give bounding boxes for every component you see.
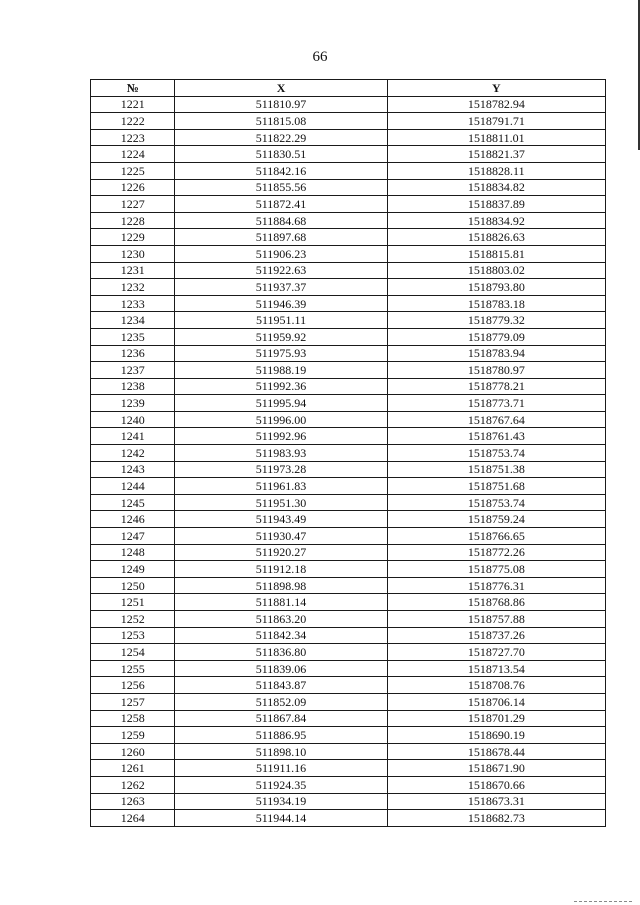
cell-number: 1226 [91, 179, 175, 196]
cell-y: 1518779.09 [387, 328, 605, 345]
cell-number: 1243 [91, 461, 175, 478]
table-row [91, 196, 606, 213]
cell-x: 511959.92 [175, 328, 387, 345]
cell-number: 1264 [91, 810, 175, 827]
table-row [91, 627, 606, 644]
cell-number: 1256 [91, 677, 175, 694]
table-row [91, 229, 606, 246]
cell-number: 1242 [91, 445, 175, 462]
cell-y: 1518753.74 [387, 494, 605, 511]
table-header-row [91, 80, 606, 97]
coordinates-table [90, 79, 606, 827]
cell-x: 511992.96 [175, 428, 387, 445]
table-row [91, 245, 606, 262]
cell-number: 1234 [91, 312, 175, 329]
cell-x: 511995.94 [175, 395, 387, 412]
table-row [91, 760, 606, 777]
cell-number: 1260 [91, 743, 175, 760]
cell-x: 511815.08 [175, 113, 387, 130]
cell-number: 1240 [91, 411, 175, 428]
cell-number: 1251 [91, 594, 175, 611]
cell-y: 1518773.71 [387, 395, 605, 412]
cell-x: 511842.34 [175, 627, 387, 644]
cell-y: 1518706.14 [387, 693, 605, 710]
cell-y: 1518767.64 [387, 411, 605, 428]
cell-x: 511839.06 [175, 660, 387, 677]
cell-number: 1245 [91, 494, 175, 511]
cell-y: 1518793.80 [387, 279, 605, 296]
cell-x: 511951.11 [175, 312, 387, 329]
cell-x: 511842.16 [175, 162, 387, 179]
table-row [91, 96, 606, 113]
cell-x: 511810.97 [175, 96, 387, 113]
cell-y: 1518727.70 [387, 644, 605, 661]
cell-y: 1518759.24 [387, 511, 605, 528]
table-row [91, 693, 606, 710]
cell-number: 1244 [91, 478, 175, 495]
cell-x: 511951.30 [175, 494, 387, 511]
cell-x: 511973.28 [175, 461, 387, 478]
cell-y: 1518766.65 [387, 528, 605, 545]
cell-x: 511872.41 [175, 196, 387, 213]
cell-number: 1232 [91, 279, 175, 296]
table-row [91, 710, 606, 727]
table-row [91, 328, 606, 345]
table-row [91, 212, 606, 229]
cell-number: 1230 [91, 245, 175, 262]
cell-number: 1257 [91, 693, 175, 710]
cell-x: 511898.10 [175, 743, 387, 760]
cell-number: 1252 [91, 611, 175, 628]
cell-number: 1228 [91, 212, 175, 229]
table-row [91, 345, 606, 362]
cell-y: 1518690.19 [387, 727, 605, 744]
cell-number: 1227 [91, 196, 175, 213]
cell-x: 511843.87 [175, 677, 387, 694]
cell-number: 1261 [91, 760, 175, 777]
cell-x: 511911.16 [175, 760, 387, 777]
cell-number: 1262 [91, 776, 175, 793]
cell-number: 1255 [91, 660, 175, 677]
table-row [91, 179, 606, 196]
table-row [91, 810, 606, 827]
cell-y: 1518780.97 [387, 362, 605, 379]
table-row [91, 295, 606, 312]
cell-y: 1518768.86 [387, 594, 605, 611]
table-row [91, 129, 606, 146]
cell-number: 1246 [91, 511, 175, 528]
header-x: X [175, 80, 387, 97]
cell-number: 1250 [91, 577, 175, 594]
cell-y: 1518834.92 [387, 212, 605, 229]
table-row [91, 146, 606, 163]
table-row [91, 428, 606, 445]
cell-y: 1518713.54 [387, 660, 605, 677]
cell-y: 1518737.26 [387, 627, 605, 644]
cell-y: 1518826.63 [387, 229, 605, 246]
cell-y: 1518783.94 [387, 345, 605, 362]
table-row [91, 395, 606, 412]
cell-x: 511855.56 [175, 179, 387, 196]
page-number: 66 [312, 49, 328, 65]
table-row [91, 743, 606, 760]
table-row [91, 611, 606, 628]
cell-x: 511898.98 [175, 577, 387, 594]
cell-x: 511946.39 [175, 295, 387, 312]
table-row [91, 793, 606, 810]
cell-x: 511906.23 [175, 245, 387, 262]
cell-y: 1518751.68 [387, 478, 605, 495]
cell-x: 511830.51 [175, 146, 387, 163]
cell-y: 1518772.26 [387, 544, 605, 561]
cell-y: 1518782.94 [387, 96, 605, 113]
cell-x: 511996.00 [175, 411, 387, 428]
cell-number: 1248 [91, 544, 175, 561]
cell-x: 511920.27 [175, 544, 387, 561]
table-row [91, 262, 606, 279]
cell-y: 1518673.31 [387, 793, 605, 810]
cell-y: 1518761.43 [387, 428, 605, 445]
cell-x: 511922.63 [175, 262, 387, 279]
cell-y: 1518757.88 [387, 611, 605, 628]
table-row [91, 776, 606, 793]
cell-number: 1229 [91, 229, 175, 246]
cell-x: 511983.93 [175, 445, 387, 462]
table-row [91, 511, 606, 528]
table-row [91, 461, 606, 478]
table-row [91, 362, 606, 379]
cell-y: 1518811.01 [387, 129, 605, 146]
table-row [91, 544, 606, 561]
cell-number: 1247 [91, 528, 175, 545]
cell-y: 1518791.71 [387, 113, 605, 130]
cell-x: 511912.18 [175, 561, 387, 578]
cell-x: 511988.19 [175, 362, 387, 379]
table-row [91, 660, 606, 677]
cell-x: 511886.95 [175, 727, 387, 744]
cell-y: 1518815.81 [387, 245, 605, 262]
table-row [91, 727, 606, 744]
table-row [91, 312, 606, 329]
cell-y: 1518708.76 [387, 677, 605, 694]
cell-number: 1223 [91, 129, 175, 146]
cell-number: 1224 [91, 146, 175, 163]
cell-number: 1225 [91, 162, 175, 179]
table-row [91, 279, 606, 296]
cell-number: 1235 [91, 328, 175, 345]
cell-x: 511937.37 [175, 279, 387, 296]
cell-x: 511943.49 [175, 511, 387, 528]
cell-y: 1518821.37 [387, 146, 605, 163]
cell-number: 1238 [91, 378, 175, 395]
table-row [91, 677, 606, 694]
cell-number: 1259 [91, 727, 175, 744]
cell-number: 1239 [91, 395, 175, 412]
table-row [91, 411, 606, 428]
table-row [91, 494, 606, 511]
cell-y: 1518701.29 [387, 710, 605, 727]
cell-y: 1518834.82 [387, 179, 605, 196]
cell-x: 511992.36 [175, 378, 387, 395]
cell-y: 1518803.02 [387, 262, 605, 279]
cell-y: 1518778.21 [387, 378, 605, 395]
cell-x: 511884.68 [175, 212, 387, 229]
cell-number: 1221 [91, 96, 175, 113]
cell-y: 1518828.11 [387, 162, 605, 179]
header-number: № [91, 80, 175, 97]
cell-number: 1222 [91, 113, 175, 130]
cell-number: 1249 [91, 561, 175, 578]
table-row [91, 561, 606, 578]
table-row [91, 445, 606, 462]
cell-x: 511961.83 [175, 478, 387, 495]
cell-y: 1518670.66 [387, 776, 605, 793]
cell-x: 511836.80 [175, 644, 387, 661]
cell-y: 1518671.90 [387, 760, 605, 777]
cell-x: 511863.20 [175, 611, 387, 628]
cell-number: 1237 [91, 362, 175, 379]
table-row [91, 577, 606, 594]
cell-y: 1518776.31 [387, 577, 605, 594]
cell-number: 1236 [91, 345, 175, 362]
cell-number: 1231 [91, 262, 175, 279]
cell-x: 511897.68 [175, 229, 387, 246]
cell-x: 511867.84 [175, 710, 387, 727]
table-row [91, 113, 606, 130]
cell-y: 1518678.44 [387, 743, 605, 760]
header-y: Y [387, 80, 605, 97]
table-body [91, 96, 606, 826]
cell-x: 511930.47 [175, 528, 387, 545]
cell-x: 511934.19 [175, 793, 387, 810]
cell-number: 1258 [91, 710, 175, 727]
cell-y: 1518783.18 [387, 295, 605, 312]
cell-x: 511852.09 [175, 693, 387, 710]
cell-y: 1518753.74 [387, 445, 605, 462]
cell-y: 1518837.89 [387, 196, 605, 213]
table-row [91, 378, 606, 395]
cell-number: 1253 [91, 627, 175, 644]
cell-x: 511924.35 [175, 776, 387, 793]
cell-x: 511944.14 [175, 810, 387, 827]
table-row [91, 528, 606, 545]
cell-y: 1518775.08 [387, 561, 605, 578]
cell-number: 1233 [91, 295, 175, 312]
table-row [91, 594, 606, 611]
cell-number: 1241 [91, 428, 175, 445]
table-row [91, 162, 606, 179]
cell-x: 511822.29 [175, 129, 387, 146]
cell-number: 1254 [91, 644, 175, 661]
scan-bottom-mark [574, 901, 632, 903]
cell-y: 1518779.32 [387, 312, 605, 329]
cell-y: 1518682.73 [387, 810, 605, 827]
cell-x: 511881.14 [175, 594, 387, 611]
cell-x: 511975.93 [175, 345, 387, 362]
cell-y: 1518751.38 [387, 461, 605, 478]
cell-number: 1263 [91, 793, 175, 810]
table-row [91, 644, 606, 661]
table-row [91, 478, 606, 495]
